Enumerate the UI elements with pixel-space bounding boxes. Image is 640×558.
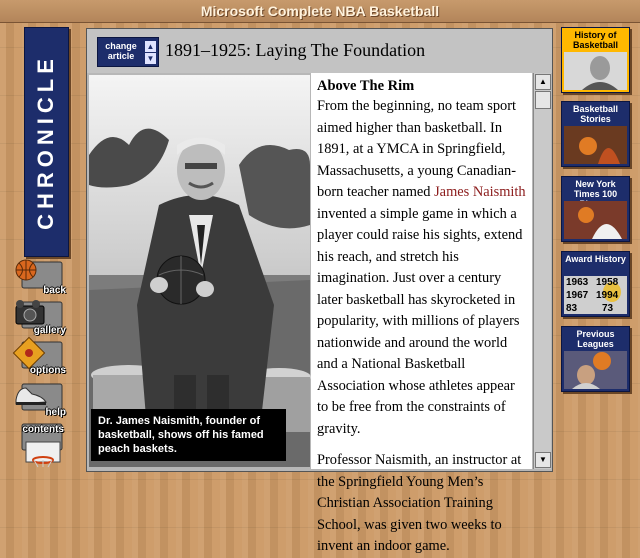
- photo-caption: Dr. James Naismith, founder of basketball, shows off his famed peach baskets.: [91, 409, 286, 461]
- scroll-thumb[interactable]: [535, 91, 551, 109]
- back-button[interactable]: [12, 258, 68, 296]
- previous-leagues-button[interactable]: [561, 326, 630, 392]
- players-photo-icon: [562, 177, 629, 241]
- award-history-button[interactable]: [561, 251, 630, 317]
- title-bar: [0, 0, 640, 23]
- paragraph-text: invented a simple game in which a player could raise his sights, extend his reach, and stretch his imagination. Just over a century later basketball has skyrocketed in popularity, with millions of players nationwide and around the world and a National Basketball Association whose athletes appear to be free from the constraints of gravity.: [317, 205, 523, 437]
- contents-label: contents: [22, 424, 64, 435]
- svg-text:83: 83: [566, 303, 578, 314]
- options-button[interactable]: [12, 338, 68, 376]
- window-title: Microsoft Complete NBA Basketball: [200, 3, 440, 19]
- stories-photo-icon: [562, 102, 629, 166]
- award-years-icon: [562, 252, 629, 316]
- leagues-photo-icon: [562, 327, 629, 391]
- nyt-label: New York Times 100: [573, 179, 618, 199]
- gallery-label: gallery: [33, 325, 66, 336]
- contents-button[interactable]: [12, 422, 68, 468]
- nyt-100-players-button[interactable]: [561, 176, 630, 242]
- paragraph-text: From the beginning, no team sport aimed higher than basketball. In 1891, at a YMCA in Springfield, Massachusetts, a young Canadian-born teacher named: [317, 98, 517, 200]
- arrow-down-icon[interactable]: ▼: [146, 54, 155, 63]
- svg-text:1963: 1963: [566, 277, 589, 288]
- help-button[interactable]: [12, 380, 68, 418]
- history-of-basketball-button[interactable]: [561, 27, 630, 93]
- change-article-button[interactable]: [97, 37, 159, 67]
- leagues-label: Previous Leagues: [576, 329, 615, 349]
- help-label: help: [45, 407, 66, 418]
- scroll-up-icon[interactable]: ▲: [535, 74, 551, 90]
- history-label: History of Basketball: [572, 30, 619, 50]
- page-title: 1891–1925: Laying The Foundation: [165, 40, 426, 60]
- chronicle-banner: [24, 27, 69, 257]
- svg-text:1967: 1967: [566, 290, 589, 301]
- change-article-label: change article: [105, 41, 137, 61]
- chronicle-label: [25, 28, 68, 256]
- options-label: options: [29, 365, 66, 376]
- scroll-down-icon[interactable]: ▼: [535, 452, 551, 468]
- article-header: [87, 29, 552, 73]
- basketball-stories-button[interactable]: [561, 101, 630, 167]
- svg-text:1994: 1994: [596, 290, 619, 301]
- svg-text:73: 73: [602, 303, 614, 314]
- arrow-up-icon[interactable]: ▲: [146, 42, 155, 51]
- portrait-icon: [562, 28, 629, 92]
- article-paragraph-2: Professor Naismith, an instructor at the Springfield Young Men’s Christian Association Training School, was given two weeks to invent an indoor game.: [317, 452, 522, 554]
- article-heading: Above The Rim: [317, 78, 415, 94]
- naismith-photo: [89, 75, 310, 467]
- stories-label: Basketball Stories: [572, 104, 619, 124]
- naismith-link[interactable]: James Naismith: [434, 184, 526, 200]
- svg-text:CHRONICLE: CHRONICLE: [33, 54, 58, 230]
- article-text[interactable]: [311, 73, 532, 554]
- award-label: Award History: [565, 254, 626, 264]
- article-scrollbar[interactable]: [533, 73, 551, 469]
- svg-text:1958: 1958: [596, 277, 619, 288]
- article-paragraph-1: [317, 96, 528, 440]
- back-label: back: [43, 285, 66, 296]
- article-panel: [86, 28, 553, 554]
- gallery-button[interactable]: [12, 298, 68, 336]
